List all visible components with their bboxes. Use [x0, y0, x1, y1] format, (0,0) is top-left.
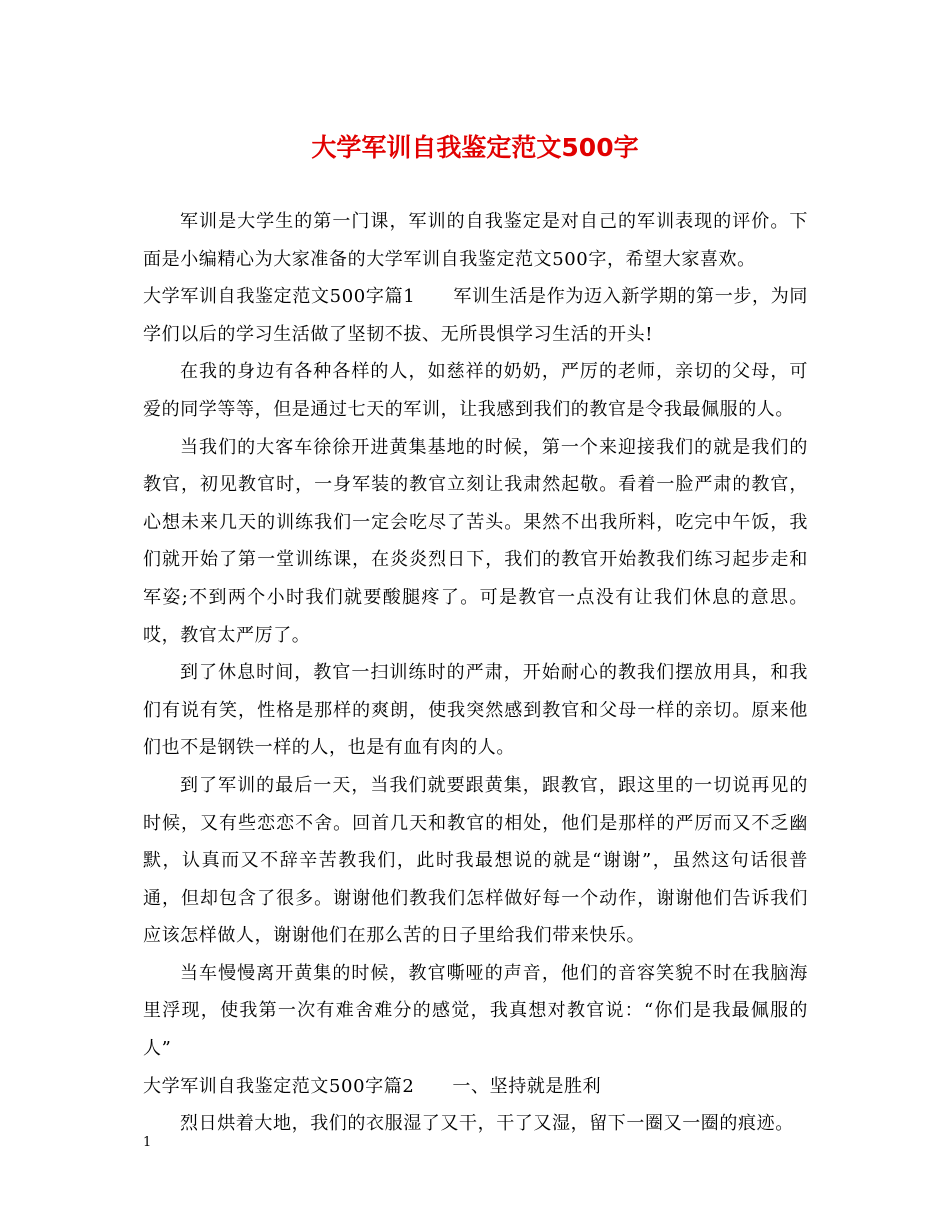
- body-paragraph: 当我们的大客车徐徐开进黄集基地的时候，第一个来迎接我们的就是我们的教官，初见教官时，一身军装的教官立刻让我肃然起敬。看着一脸严肃的教官，心想未来几天的训练我们一定会吃尽了苦头。果然不出我所料，吃完中午饭，我们就开始了第一堂训练课，在炎炎烈日下，我们的教官开始教我们练习起步走和军姿;不到两个小时我们就要酸腿疼了。可是教官一点没有让我们休息的意思。哎，教官太严厉了。: [143, 436, 808, 646]
- page-number: 1: [143, 1135, 152, 1150]
- section-2-text: 一、坚持就是胜利: [452, 1075, 602, 1097]
- document-title: 大学军训自我鉴定范文500字: [311, 133, 639, 162]
- document-body: [143, 203, 808, 1143]
- section-2-line: [143, 1068, 808, 1106]
- body-paragraph: 到了休息时间，教官一扫训练时的严肃，开始耐心的教我们摆放用具，和我们有说有笑，性格是那样的爽朗，使我突然感到教官和父母一样的亲切。原来他们也不是钢铁一样的人，也是有血有肉的人。: [143, 662, 808, 759]
- body-paragraph: 当车慢慢离开黄集的时候，教官嘶哑的声音，他们的音容笑貌不时在我脑海里浮现，使我第一次有难舍难分的感觉，我真想对教官说：“你们是我最佩服的人”: [143, 962, 808, 1060]
- intro-paragraph: 军训是大学生的第一门课，军训的自我鉴定是对自己的军训表现的评价。下面是小编精心为大家准备的大学军训自我鉴定范文500字，希望大家喜欢。: [143, 211, 808, 270]
- body-paragraph: 到了军训的最后一天，当我们就要跟黄集，跟教官，跟这里的一切说再见的时候，又有些恋恋不舍。回首几天和教官的相处，他们是那样的严厉而又不乏幽默，认真而又不辞辛苦教我们，此时我最想说的就是“谢谢”，虽然这句话很普通，但却包含了很多。谢谢他们教我们怎样做好每一个动作，谢谢他们告诉我们应该怎样做人，谢谢他们在那么苦的日子里给我们带来快乐。: [143, 774, 808, 947]
- body-paragraph: 烈日烘着大地，我们的衣服湿了又干，干了又湿，留下一圈又一圈的痕迹。: [180, 1113, 794, 1135]
- section-1-heading: 大学军训自我鉴定范文500字篇1: [143, 286, 416, 308]
- section-1-line: [143, 278, 808, 353]
- body-paragraph: 在我的身边有各种各样的人，如慈祥的奶奶，严厉的老师，亲切的父母，可爱的同学等等，但是通过七天的军训，让我感到我们的教官是令我最佩服的人。: [143, 361, 808, 420]
- section-2-heading: 大学军训自我鉴定范文500字篇2: [143, 1075, 415, 1097]
- section-1-text: 军训生活是作为迈入新学期的第一步，为同学们以后的学习生活做了坚韧不拔、无所畏惧学习生活的开头!: [143, 286, 808, 345]
